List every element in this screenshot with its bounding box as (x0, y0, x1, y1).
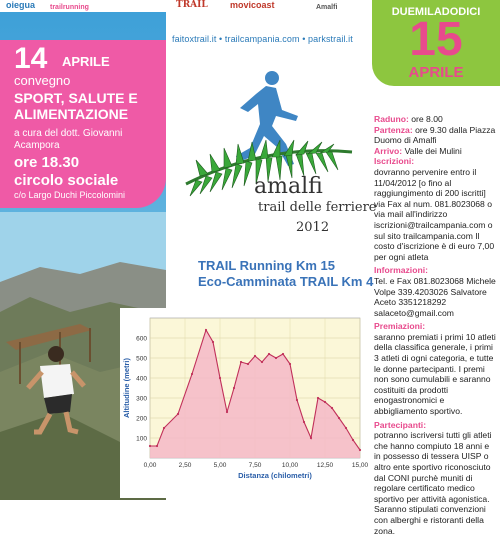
sponsor-logo: movicoast (230, 0, 275, 10)
x-tick-label: 10,00 (281, 462, 299, 469)
conference-box (0, 40, 166, 208)
elevation-point (163, 427, 165, 429)
conference-venue-sub: c/o Largo Duchi Piccolomini (14, 190, 126, 200)
trail-running-label: TRAIL Running Km 15 (198, 258, 335, 273)
logo-subtitle: trail delle ferriere (258, 200, 377, 215)
raduno-heading: Raduno: (374, 114, 409, 124)
logo-year: 2012 (296, 220, 330, 235)
partecipanti-heading: Partecipanti: (374, 419, 427, 430)
race-day: 15 (409, 13, 463, 66)
partenza-text: ore 9.30 dalla Piazza Duomo di Amalfi (374, 124, 496, 146)
elevation-point (324, 401, 326, 403)
informazioni-heading: Informazioni: (374, 265, 428, 276)
x-tick-label: 2,50 (178, 462, 192, 469)
sponsor-logo: oiegua (6, 0, 36, 10)
elevation-point (177, 413, 179, 415)
conference-venue: circolo sociale (14, 172, 119, 189)
elevation-profile-chart (120, 308, 370, 498)
premiazioni-heading: Premiazioni: (374, 321, 426, 332)
elevation-point (226, 411, 228, 413)
x-tick-label: 12,50 (316, 462, 334, 469)
partenza-heading: Partenza: (374, 124, 413, 135)
elevation-point (247, 363, 249, 365)
y-tick-label: 300 (136, 395, 147, 403)
elevation-point (359, 449, 361, 451)
elevation-point (156, 445, 158, 447)
iscrizioni-text: dovranno pervenire entro il 11/04/2012 [o fino al raggiungimento di 200 iscritti] via Fax al num. 081.8023068 o via mail all'indirizzo iscrizioni@trailcampania.com o sul sito trailcampania.com Il costo d'iscrizione è di euro 7,00 per ogni atleta (374, 166, 495, 262)
conference-time: ore 18.30 (14, 154, 80, 171)
x-tick-label: 5,00 (213, 462, 227, 469)
elevation-point (275, 357, 277, 359)
website-links[interactable]: faitoxtrail.it • trailcampania.com • parkstrail.it (172, 34, 353, 44)
elevation-point (240, 361, 242, 363)
elevation-point (205, 329, 207, 331)
conference-day: 14 (14, 42, 48, 75)
x-tick-label: 0,00 (143, 462, 157, 469)
arrivo-heading: Arrivo: (374, 145, 403, 156)
elevation-point (254, 355, 256, 357)
partecipanti-text: potranno iscriversi tutti gli atleti che hanno compiuto 18 anni e in possesso di tessera UISP o altro ente sportivo riconosciuto dal CONI purchè muniti di regolare certificato medico sportivo per attività agonistica. Saranno stipulati convenzioni con alberghi e ristoranti della zona. (374, 430, 492, 536)
elevation-point (303, 421, 305, 423)
race-date-badge (372, 0, 500, 86)
elevation-point (289, 363, 291, 365)
conference-kicker: convegno (14, 73, 71, 88)
elevation-point (233, 387, 235, 389)
sponsor-logo: trailrunning (50, 4, 89, 11)
x-tick-label: 7,50 (248, 462, 262, 469)
sponsor-logo: TRAIL (176, 0, 208, 10)
elevation-point (212, 341, 214, 343)
y-axis-label: Altitudine (metri) (122, 358, 131, 418)
eco-walk-label: Eco-Camminata TRAIL Km 4 (198, 274, 374, 289)
elevation-point (352, 439, 354, 441)
x-tick-label: 15,00 (351, 462, 369, 469)
race-month: APRILE (408, 64, 464, 81)
event-info-column (374, 114, 496, 536)
conference-speaker: a cura del dott. Giovanni Acampora (14, 128, 123, 151)
y-tick-label: 100 (136, 435, 147, 443)
premiazioni-text: saranno premiati i primi 10 atleti della classifica generale, i primi 3 atleti di ogni categoria, e tutte le donne partecipanti. I premi non sono cumulabili e saranno costituiti da prodotti enogastronomici e abbigliamento sportivo. (374, 331, 496, 417)
iscrizioni-heading: Iscrizioni: (374, 156, 415, 167)
race-year-word: DUEMILADODICI (391, 6, 481, 18)
elevation-point (191, 373, 193, 375)
sponsor-logo: Amalfi (316, 4, 338, 11)
logo-name: amalfi (254, 174, 323, 199)
informazioni-text: Tel. e Fax 081.8023068 Michele Volpe 339.4203026 Salvatore Aceto 3351218292 salaceto@gmail.com (374, 275, 496, 318)
elevation-point (317, 397, 319, 399)
elevation-point (268, 353, 270, 355)
y-tick-label: 400 (136, 375, 147, 383)
conference-month: APRILE (62, 54, 110, 69)
x-axis-label: Distanza (chilometri) (238, 471, 312, 480)
elevation-point (261, 361, 263, 363)
elevation-point (345, 427, 347, 429)
raduno-text: ore 8.00 (411, 114, 443, 124)
elevation-point (296, 399, 298, 401)
elevation-point (338, 417, 340, 419)
y-tick-label: 600 (136, 335, 147, 343)
arrivo-text: Valle dei Mulini (404, 145, 462, 156)
y-tick-label: 200 (136, 415, 147, 423)
elevation-point (282, 353, 284, 355)
elevation-point (149, 445, 151, 447)
elevation-point (219, 377, 221, 379)
elevation-point (331, 407, 333, 409)
elevation-point (310, 437, 312, 439)
conference-title: SPORT, SALUTE E ALIMENTAZIONE (14, 90, 138, 122)
y-tick-label: 500 (136, 355, 147, 363)
